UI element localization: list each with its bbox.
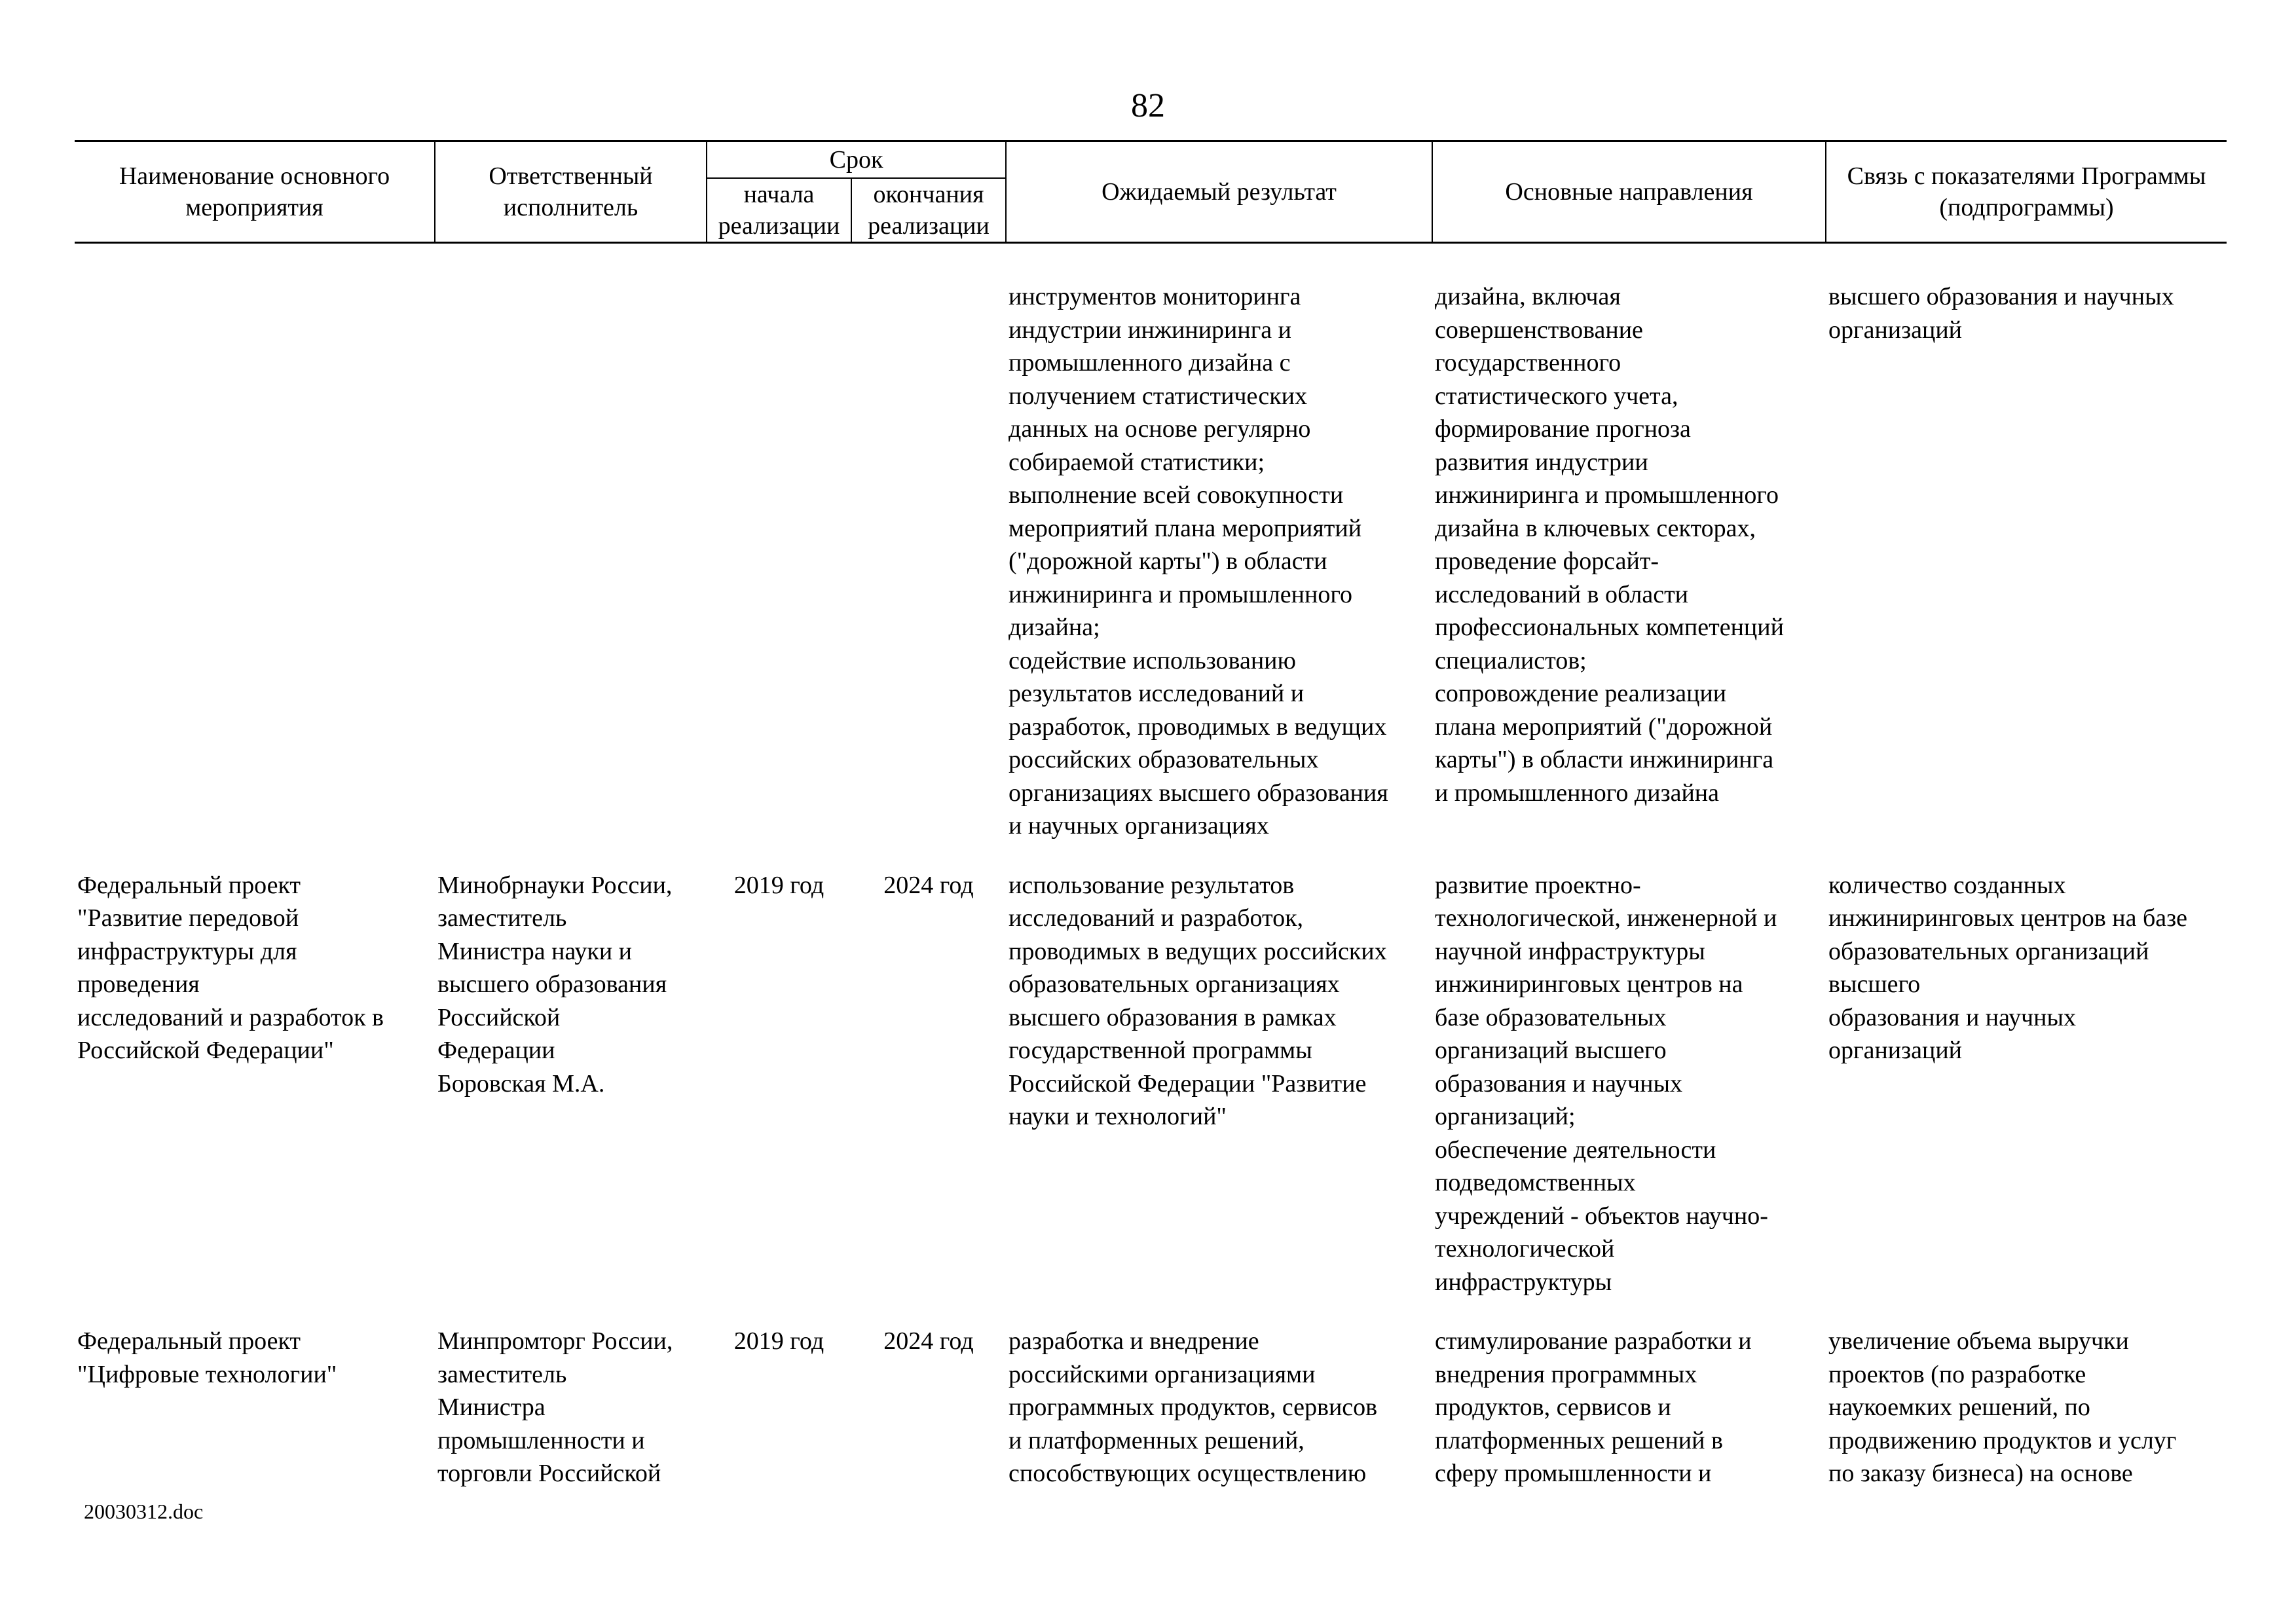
cell-start bbox=[707, 280, 851, 869]
cell-result: использование результатов исследований и разработок, проводимых в ведущих российских образовательных организациях высшего образования в рамках государственной программы Российской Федерации "Развитие науки и технологий" bbox=[1009, 871, 1387, 1130]
header-end: окончания реализации bbox=[851, 178, 1006, 243]
cell-name: Федеральный проект "Развитие передовой инфраструктуры для проведения исследований и разработок в Российской Федерации" bbox=[77, 871, 384, 1064]
table-header bbox=[75, 141, 2227, 243]
cell-executor: Минпромторг России, заместитель Министра промышленности и торговли Российской bbox=[437, 1327, 673, 1487]
header-executor: Ответственный исполнитель bbox=[435, 141, 707, 243]
header-name: Наименование основного мероприятия bbox=[75, 141, 435, 243]
table-row bbox=[75, 280, 2227, 869]
cell-link: высшего образования и научных организаций bbox=[1828, 283, 2174, 344]
header-link: Связь с показателями Программы (подпрограммы) bbox=[1826, 141, 2227, 243]
cell-link: увеличение объема выручки проектов (по разработке наукоемких решений, по продвижению продуктов и услуг по заказу бизнеса) на основе bbox=[1828, 1327, 2177, 1487]
cell-result: разработка и внедрение российскими организациями программных продуктов, сервисов и платформенных решений, способствующих осуществлению bbox=[1009, 1327, 1378, 1487]
cell-end: 2024 год bbox=[883, 1327, 974, 1355]
cell-directions: развитие проектно- технологической, инженерной и научной инфраструктуры инжиниринговых центров на базе образовательных организаций высшего образования и научных организаций; обеспечение деятельности подведомственных учреждений - объектов научно- технологической инфраструктуры bbox=[1435, 871, 1777, 1296]
page-number: 82 bbox=[1131, 87, 1165, 124]
cell-start: 2019 год bbox=[733, 871, 824, 899]
cell-name bbox=[75, 280, 435, 869]
header-result: Ожидаемый результат bbox=[1006, 141, 1432, 243]
header-start: начала реализации bbox=[707, 178, 851, 243]
cell-directions: дизайна, включая совершенствование государственного статистического учета, формирование прогноза развития индустрии инжиниринга и промышленного дизайна в ключевых секторах, проведение форсайт- исследований в области профессиональных компетенций специалистов; сопровождение реализации плана мероприятий ("дорожной карты") в области инжиниринга и промышленного дизайна bbox=[1435, 283, 1784, 807]
cell-name: Федеральный проект "Цифровые технологии" bbox=[77, 1327, 337, 1388]
cell-executor: Минобрнауки России, заместитель Министра науки и высшего образования Российской Федерации Боровская М.А. bbox=[437, 871, 673, 1098]
cell-directions: стимулирование разработки и внедрения программных продуктов, сервисов и платформенных решений в сферу промышленности и bbox=[1435, 1327, 1752, 1487]
table-row bbox=[75, 1325, 2227, 1490]
cell-end bbox=[851, 280, 1006, 869]
header-directions: Основные направления bbox=[1432, 141, 1826, 243]
measures-table bbox=[75, 140, 2227, 1490]
table-row bbox=[75, 869, 2227, 1325]
cell-result: инструментов мониторинга индустрии инжиниринга и промышленного дизайна с получением статистических данных на основе регулярно собираемой статистики; выполнение всей совокупности мероприятий плана мероприятий ("дорожной карты") в области инжиниринга и промышленного дизайна; содействие использованию результатов исследований и разработок, проводимых в ведущих российских образовательных организациях высшего образования и научных организациях bbox=[1009, 283, 1388, 840]
cell-executor bbox=[435, 280, 707, 869]
footer-filename: 20030312.doc bbox=[84, 1500, 204, 1523]
header-term: Срок bbox=[707, 141, 1006, 179]
cell-end: 2024 год bbox=[883, 871, 974, 899]
cell-start: 2019 год bbox=[733, 1327, 824, 1355]
cell-link: количество созданных инжиниринговых центров на базе образовательных организаций высшего образования и научных организаций bbox=[1828, 871, 2188, 1064]
